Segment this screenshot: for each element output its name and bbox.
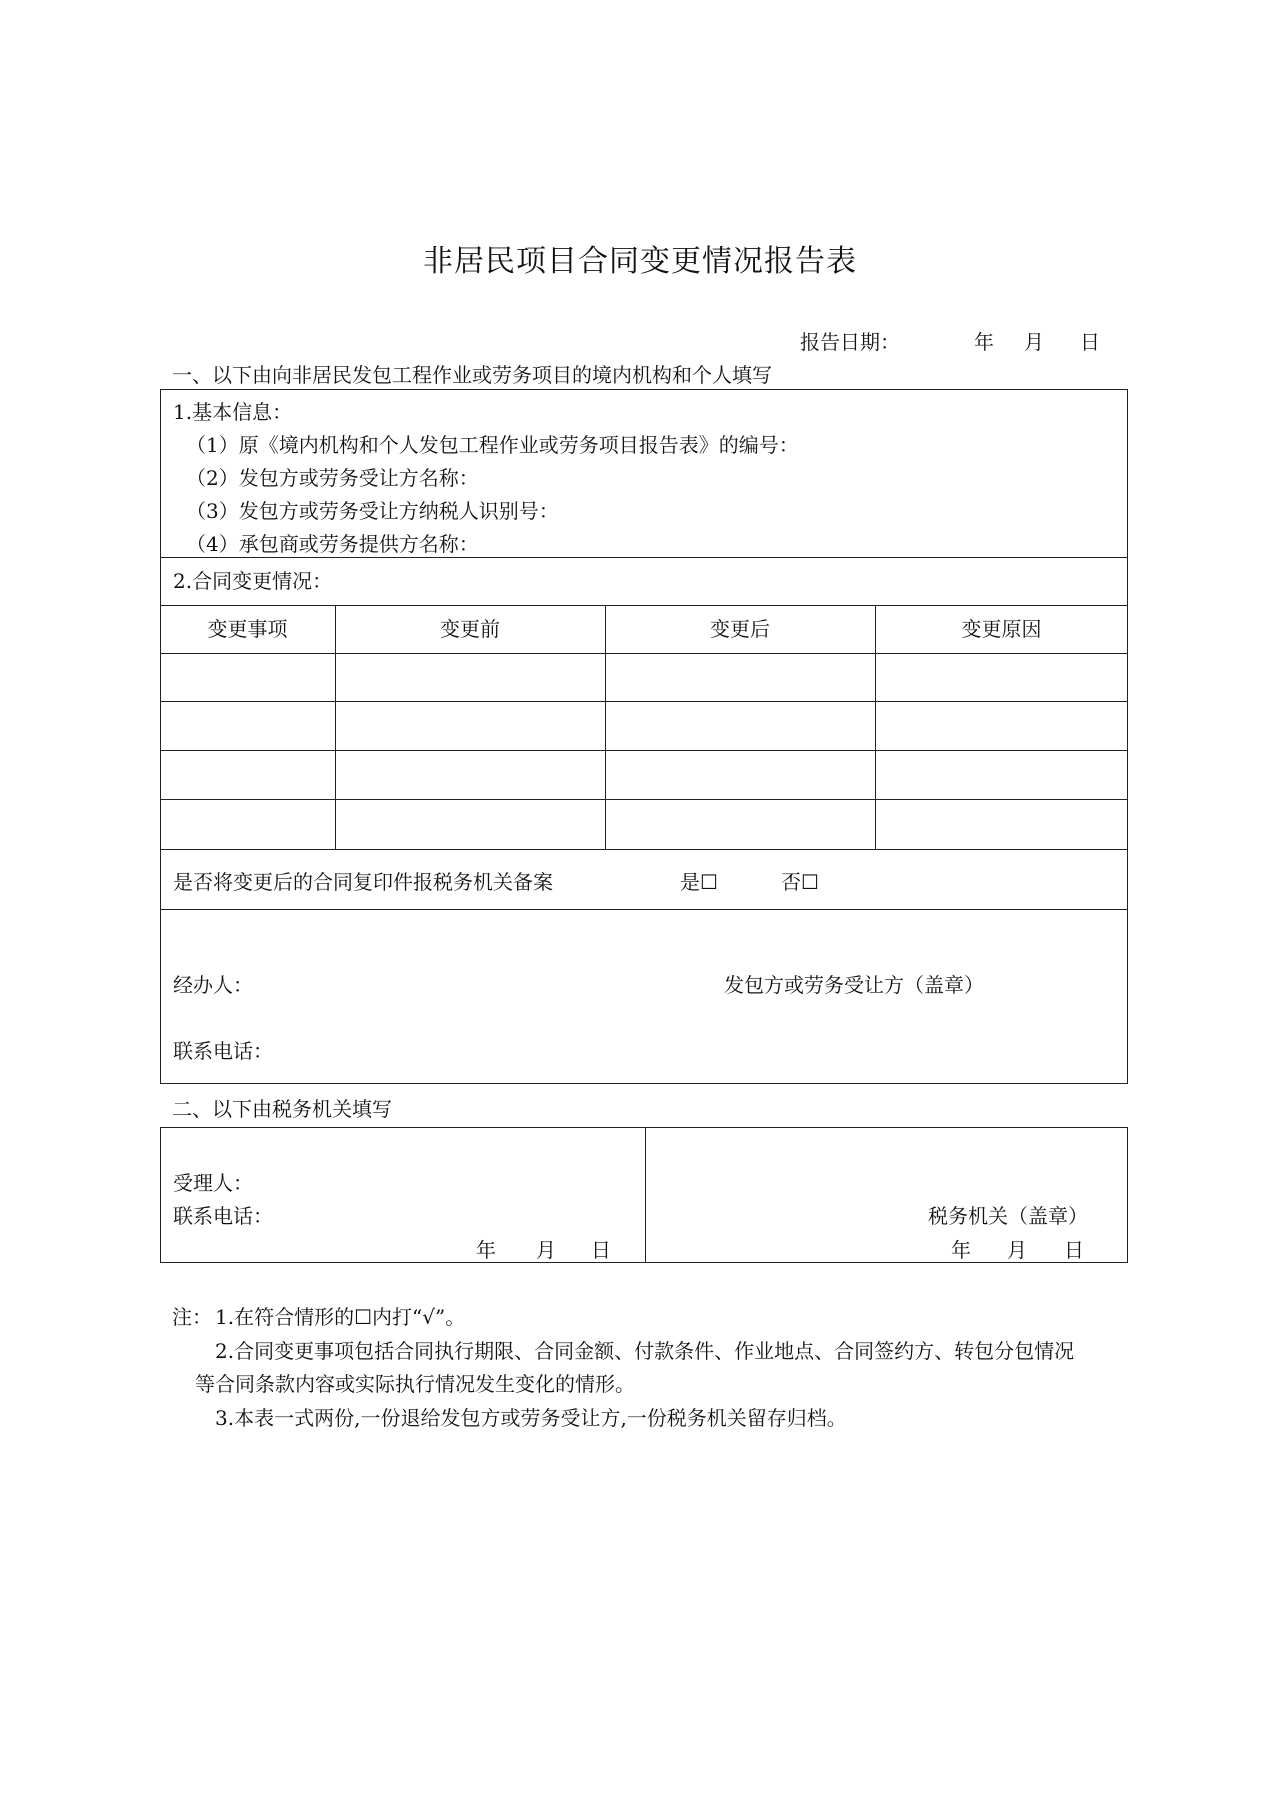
report-date-day: 日: [1080, 330, 1100, 354]
report-date-year: 年: [974, 330, 994, 354]
table-cell[interactable]: [607, 703, 873, 748]
table-row-divider: [160, 799, 1128, 800]
table-cell[interactable]: [162, 655, 333, 699]
table-cell[interactable]: [607, 801, 873, 847]
table-col-divider: [605, 605, 606, 849]
report-date-label: 报告日期：: [800, 330, 900, 354]
note-item: 3.本表一式两份,一份退给发包方或劳务受让方,一份税务机关留存归档。: [215, 1406, 847, 1430]
seal-date-day: 日: [1064, 1238, 1084, 1262]
receipt-date-year: 年: [476, 1238, 496, 1262]
basic-info-item-1: （1）原《境内机构和个人发包工程作业或劳务项目报告表》的编号：: [186, 433, 799, 457]
filing-yes-checkbox[interactable]: 是☐: [680, 870, 718, 894]
section2-col-divider: [645, 1127, 646, 1263]
tax-seal-label: 税务机关（盖章）: [928, 1204, 1088, 1228]
table-cell[interactable]: [337, 703, 603, 748]
receipt-date-day: 日: [591, 1238, 611, 1262]
section2-heading: 二、以下由税务机关填写: [172, 1097, 392, 1121]
table-cell[interactable]: [162, 752, 333, 797]
table-row-divider: [160, 849, 1128, 850]
basic-info-item-2: （2）发包方或劳务受让方名称：: [186, 466, 479, 490]
table-row-divider: [160, 750, 1128, 751]
table-cell[interactable]: [337, 752, 603, 797]
filing-question: 是否将变更后的合同复印件报税务机关备案: [173, 870, 553, 894]
column-header-item: 变更事项: [207, 617, 288, 641]
table-row-divider: [160, 701, 1128, 702]
section2-box: [160, 1127, 1128, 1263]
basic-info-item-3: （3）发包方或劳务受让方纳税人识别号：: [186, 499, 559, 523]
notes-prefix: 注：: [172, 1305, 212, 1329]
table-cell[interactable]: [607, 752, 873, 797]
receiver-label: 受理人：: [173, 1171, 253, 1195]
table-cell[interactable]: [877, 655, 1126, 699]
tax-contact-phone-label: 联系电话：: [173, 1204, 273, 1228]
divider: [160, 909, 1128, 910]
table-cell[interactable]: [337, 801, 603, 847]
table-cell[interactable]: [877, 752, 1126, 797]
section1-heading: 一、以下由向非居民发包工程作业或劳务项目的境内机构和个人填写: [172, 363, 772, 387]
changes-heading: 2.合同变更情况：: [173, 569, 333, 593]
basic-info-item-4: （4）承包商或劳务提供方名称：: [186, 532, 479, 556]
report-date-month: 月: [1024, 330, 1044, 354]
handler-label: 经办人：: [173, 973, 253, 997]
table-col-divider: [875, 605, 876, 849]
contact-phone-label: 联系电话：: [173, 1039, 273, 1063]
issuer-seal-label: 发包方或劳务受让方（盖章）: [724, 973, 984, 997]
note-item: 等合同条款内容或实际执行情况发生变化的情形。: [195, 1372, 635, 1396]
column-header-reason: 变更原因: [961, 617, 1042, 641]
seal-date-month: 月: [1007, 1238, 1027, 1262]
table-cell[interactable]: [877, 801, 1126, 847]
receipt-date-month: 月: [536, 1238, 556, 1262]
divider: [160, 605, 1128, 606]
column-header-after: 变更后: [710, 617, 770, 641]
table-cell[interactable]: [337, 655, 603, 699]
table-cell[interactable]: [162, 801, 333, 847]
note-item: 2.合同变更事项包括合同执行期限、合同金额、付款条件、作业地点、合同签约方、转包分包情况: [215, 1339, 1075, 1363]
seal-date-year: 年: [951, 1238, 971, 1262]
filing-no-checkbox[interactable]: 否☐: [781, 870, 819, 894]
table-col-divider: [335, 605, 336, 849]
basic-info-heading: 1.基本信息：: [173, 400, 293, 424]
note-item: 1.在符合情形的☐内打“√”。: [215, 1305, 466, 1329]
table-cell[interactable]: [607, 655, 873, 699]
column-header-before: 变更前: [440, 617, 500, 641]
table-cell[interactable]: [162, 703, 333, 748]
table-row-divider: [160, 653, 1128, 654]
page-title: 非居民项目合同变更情况报告表: [423, 244, 857, 279]
table-cell[interactable]: [877, 703, 1126, 748]
divider: [160, 557, 1128, 558]
